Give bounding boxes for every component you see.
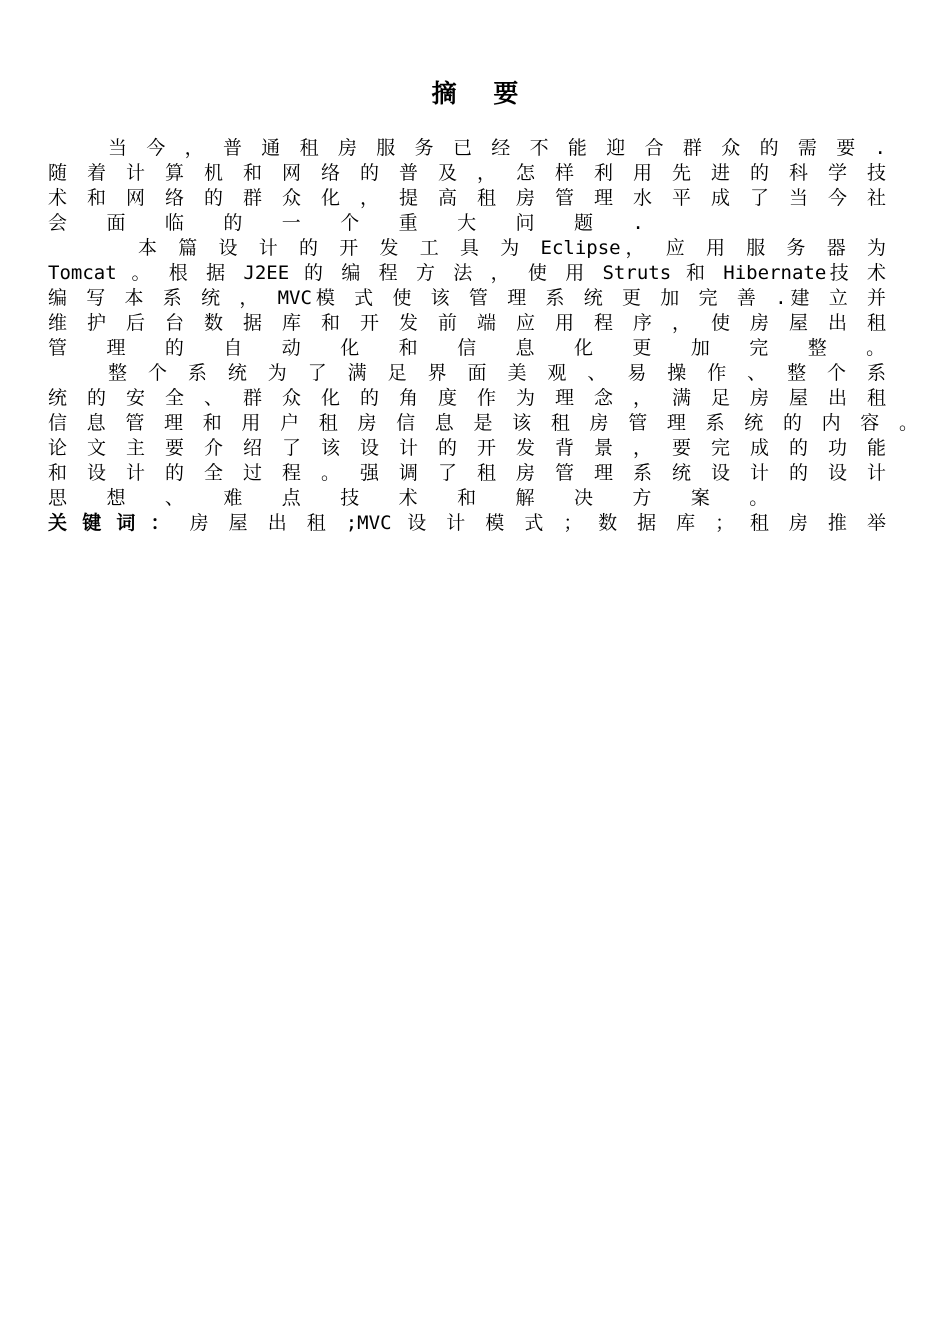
abstract-line: Tomcat 。 根 据 J2EE 的 编 程 方 法 ， 使 用 Struts 和 Hibernate技 术 [48, 262, 886, 284]
abstract-line: 整 个 系 统 为 了 满 足 界 面 美 观 、 易 操 作 、 整 个 系 [108, 362, 886, 384]
keywords-label: 关 键 词 ： [48, 512, 174, 534]
abstract-line: 会 面 临 的 一 个 重 大 问 题 . [48, 212, 658, 234]
abstract-line: 随 着 计 算 机 和 网 络 的 普 及 ， 怎 样 利 用 先 进 的 科 学 技 [48, 162, 886, 184]
abstract-line: 和 设 计 的 全 过 程 。 强 调 了 租 房 管 理 系 统 设 计 的 设 计 [48, 462, 886, 484]
abstract-line: 当 今 ， 普 通 租 房 服 务 已 经 不 能 迎 合 群 众 的 需 要 . [108, 137, 886, 159]
abstract-line: 本 篇 设 计 的 开 发 工 具 为 Eclipse， 应 用 服 务 器 为 [138, 237, 886, 259]
page-title: 摘 要 [431, 79, 533, 108]
abstract-line: 术 和 网 络 的 群 众 化 ， 提 高 租 房 管 理 水 平 成 了 当 今 社 [48, 187, 886, 209]
abstract-line: 信 息 管 理 和 用 户 租 房 信 息 是 该 租 房 管 理 系 统 的 内 容 。 [48, 412, 918, 434]
abstract-line: 编 写 本 系 统 ， MVC模 式 使 该 管 理 系 统 更 加 完 善 .建 立 并 [48, 287, 886, 309]
abstract-line: 统 的 安 全 、 群 众 化 的 角 度 作 为 理 念 ， 满 足 房 屋 出 租 [48, 387, 886, 409]
abstract-line: 管 理 的 自 动 化 和 信 息 化 更 加 完 整 。 [48, 337, 900, 359]
abstract-line: 论 文 主 要 介 绍 了 该 设 计 的 开 发 背 景 ， 要 完 成 的 功 能 [48, 437, 886, 459]
keywords-line [48, 511, 886, 536]
keywords-text: 房 屋 出 租 ;MVC 设 计 模 式 ； 数 据 库 ； 租 房 推 举 [189, 512, 886, 534]
abstract-line: 思 想 、 难 点 技 术 和 解 决 方 案 。 [48, 487, 783, 509]
abstract-line: 维 护 后 台 数 据 库 和 开 发 前 端 应 用 程 序 ， 使 房 屋 出 租 [48, 312, 886, 334]
